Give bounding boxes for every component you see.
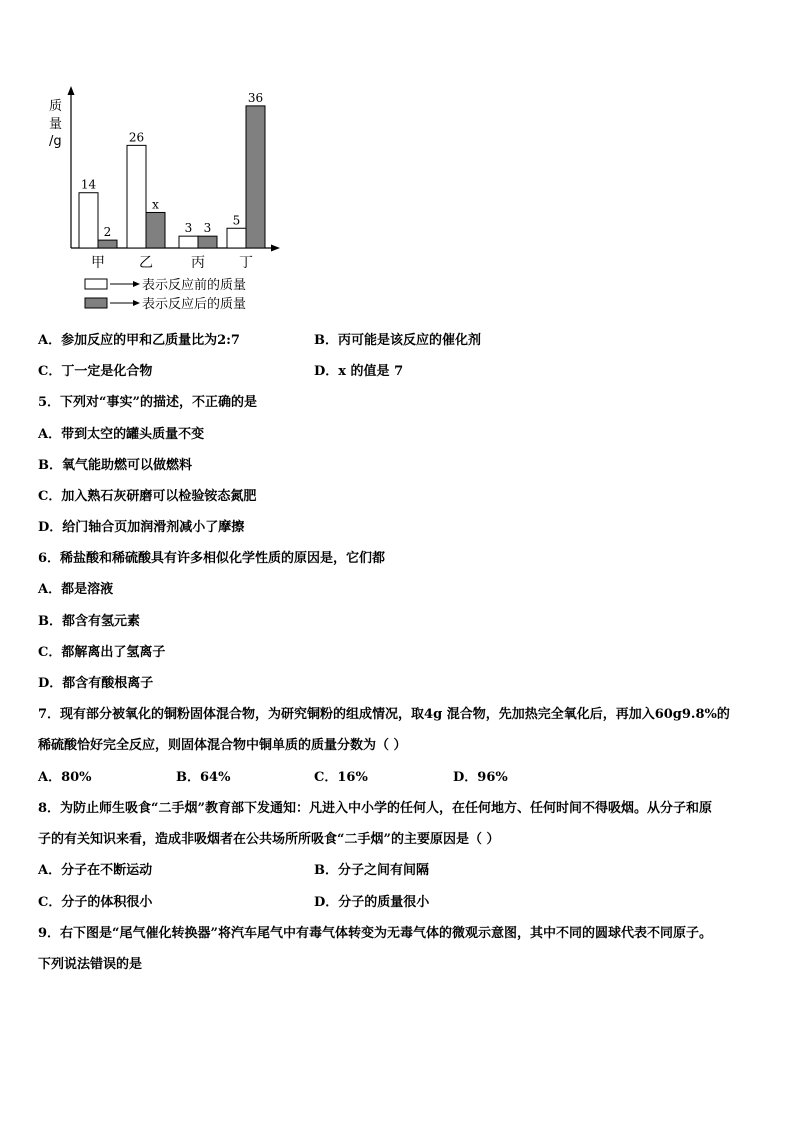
x-axis-arrow xyxy=(271,245,280,252)
q9-stem-line2: 下列说法错误的是 xyxy=(38,957,143,972)
q7-option-a[interactable]: A．80% xyxy=(38,770,92,785)
bar-after-0 xyxy=(98,240,117,248)
q5-option-a[interactable]: A．带到太空的罐头质量不变 xyxy=(38,427,205,442)
legend-arrow-head xyxy=(133,300,140,306)
bar-value-label: 36 xyxy=(247,90,264,105)
q8-stem-line1: 8．为防止师生吸食“二手烟”教育部下发通知：凡进入中小学的任何人，在任何地方、任何时间不得吸烟。从分子和原 xyxy=(38,801,713,816)
category-label: 丙 xyxy=(191,255,205,271)
q4-option-b[interactable]: B．丙可能是该反应的催化剂 xyxy=(314,333,481,348)
bar-before-1 xyxy=(127,145,146,248)
bar-before-2 xyxy=(179,236,198,248)
category-labels xyxy=(91,255,253,271)
bar-before-0 xyxy=(79,193,98,248)
q6-option-b[interactable]: B．都含有氢元素 xyxy=(38,614,140,629)
q8-option-b[interactable]: B．分子之间有间隔 xyxy=(314,863,429,878)
q6-stem: 6．稀盐酸和稀硫酸具有许多相似化学性质的原因是，它们都 xyxy=(38,551,386,566)
q7-stem-line2: 稀硫酸恰好完全反应，则固体混合物中铜单质的质量分数为（ ） xyxy=(38,738,407,753)
bar-value-label: 5 xyxy=(232,213,241,228)
legend-swatch xyxy=(85,279,107,289)
bar-after-3 xyxy=(246,106,265,248)
y-label-part: 质 xyxy=(49,99,63,114)
bar-value-label: 26 xyxy=(128,130,145,145)
category-label: 乙 xyxy=(139,255,153,271)
q8-stem-line2: 子的有关知识来看，造成非吸烟者在公共场所所吸食“二手烟”的主要原因是（ ） xyxy=(38,832,500,847)
bar-after-2 xyxy=(198,236,217,248)
bar-value-label: 3 xyxy=(184,221,193,236)
legend-arrow-head xyxy=(133,281,140,287)
category-label: 丁 xyxy=(239,255,253,271)
legend-label: 表示反应前的质量 xyxy=(142,278,247,293)
y-axis-label xyxy=(49,99,62,149)
q6-option-d[interactable]: D．都含有酸根离子 xyxy=(38,676,154,691)
q6-option-c[interactable]: C．都解离出了氢离子 xyxy=(38,645,166,660)
q8-option-a[interactable]: A．分子在不断运动 xyxy=(38,863,153,878)
bar-after-1 xyxy=(146,212,165,248)
y-label-part: 量 xyxy=(49,117,63,132)
bar-value-label: x xyxy=(152,197,159,212)
legend-swatch xyxy=(85,298,107,308)
q7-stem-line1: 7．现有部分被氧化的铜粉固体混合物，为研究铜粉的组成情况，取4g 混合物，先加热完全氧化后，再加入60g9.8%的 xyxy=(38,707,730,722)
legend xyxy=(85,277,246,312)
q7-option-d[interactable]: D．96% xyxy=(453,770,508,785)
bars xyxy=(79,91,265,248)
y-axis-arrow xyxy=(68,86,75,95)
q5-stem: 5．下列对“事实”的描述，不正确的是 xyxy=(38,395,258,410)
y-label-part: /g xyxy=(49,134,62,149)
category-label: 甲 xyxy=(91,255,105,271)
q6-option-a[interactable]: A．都是溶液 xyxy=(38,582,114,597)
bar-value-label: 2 xyxy=(103,225,112,240)
q5-option-b[interactable]: B．氧气能助燃可以做燃料 xyxy=(38,458,192,473)
chart-svg xyxy=(40,86,300,318)
legend-label: 表示反应后的质量 xyxy=(142,297,247,312)
q5-option-d[interactable]: D．给门轴合页加润滑剂减小了摩擦 xyxy=(38,520,245,535)
q4-option-c[interactable]: C．丁一定是化合物 xyxy=(38,364,153,379)
q4-option-d[interactable]: D．x 的值是 7 xyxy=(314,364,404,379)
q7-option-c[interactable]: C．16% xyxy=(314,770,368,785)
bar-before-3 xyxy=(227,228,246,248)
q5-option-c[interactable]: C．加入熟石灰研磨可以检验铵态氮肥 xyxy=(38,489,257,504)
bar-value-label: 3 xyxy=(203,221,212,236)
bar-chart xyxy=(40,86,300,318)
q7-option-b[interactable]: B．64% xyxy=(176,770,231,785)
q4-option-a[interactable]: A．参加反应的甲和乙质量比为2:7 xyxy=(38,333,240,348)
q8-option-c[interactable]: C．分子的体积很小 xyxy=(38,895,153,910)
bar-value-label: 14 xyxy=(80,177,97,192)
q9-stem-line1: 9．右下图是“尾气催化转换器”将汽车尾气中有毒气体转变为无毒气体的微观示意图，其中不同的圆球代表不同原子。 xyxy=(38,926,713,941)
q8-option-d[interactable]: D．分子的质量很小 xyxy=(314,895,430,910)
